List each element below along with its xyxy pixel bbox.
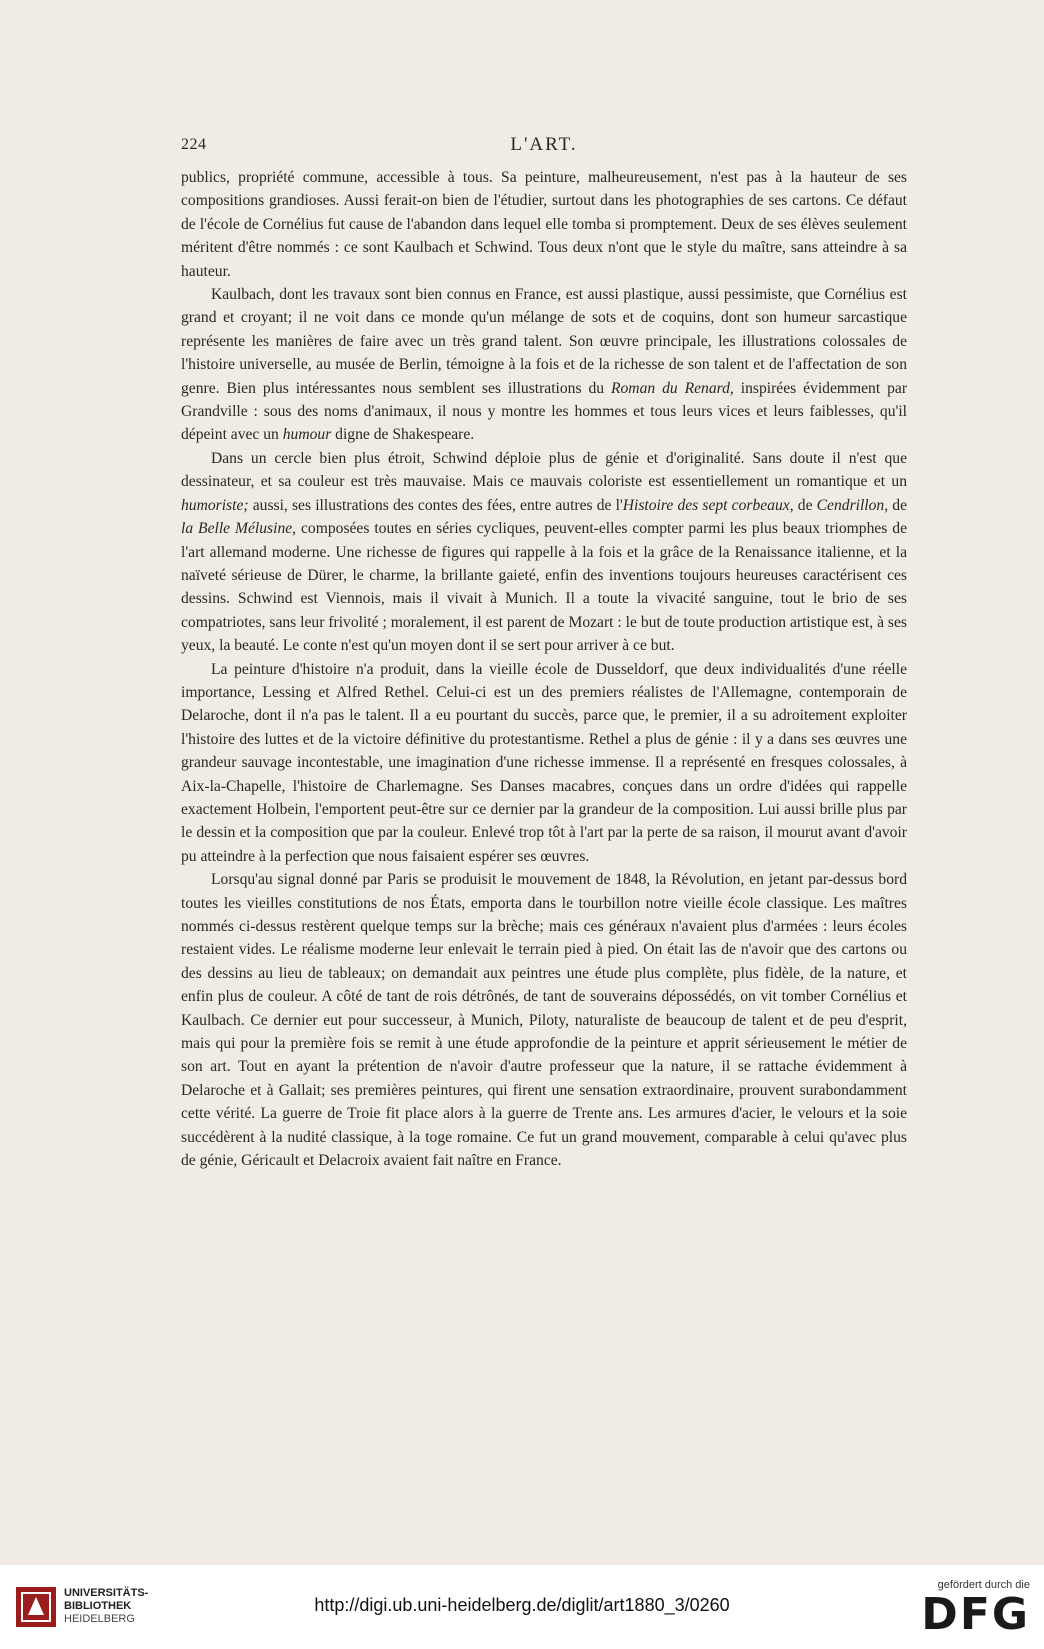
document-url-link[interactable]: http://digi.ub.uni-heidelberg.de/diglit/art1880_3/0260 xyxy=(314,1595,730,1615)
italic-title: Roman du Renard, xyxy=(610,379,734,397)
paragraph xyxy=(181,283,907,447)
library-name-line: BIBLIOTHEK xyxy=(64,1600,132,1612)
text-run: Dans un cercle bien plus étroit, Schwind déploie plus de génie et d'originalité. Sans doute il n'est que dessinateur, et sa couleur est très mauvaise. Mais ce mauvais coloriste est essentiellement un romantique et un xyxy=(181,449,907,491)
running-title: L'ART. xyxy=(510,134,578,155)
sponsor-credit: gefördert durch die xyxy=(937,1579,1030,1591)
italic-title: humoriste; xyxy=(181,496,249,514)
sponsor-block xyxy=(906,1579,1030,1639)
dfg-logo: DFG xyxy=(921,1589,1030,1640)
page-header xyxy=(181,134,907,158)
italic-title: humour xyxy=(282,426,332,444)
italic-title: Histoire des sept corbeaux, xyxy=(622,496,794,514)
text-run: Kaulbach, dont les travaux sont bien connus en France, est aussi plastique, aussi pessimiste, que Cornélius est grand et croyant; il ne voit dans ce monde qu'un mélange de sots et de coquins, dont son humeur sarcastique représente les manières de faire avec un très grand talent. Son œuvre principale, les illustrations colossales de l'histoire universelle, au musée de Berlin, témoigne à la fois et de la richesse de son talent et de l'affectation de son genre. Bien plus intéressantes nous semblent ses illustrations du xyxy=(181,286,907,397)
text-run: digne de Shakespeare. xyxy=(331,426,475,444)
text-run: publics, propriété commune, accessible à tous. Sa peinture, malheureusement, n'est pas à la hauteur de ses compositions grandioses. Aussi ferait-on bien de l'étudier, surtout dans les photographies de ses cartons. Ce défaut de l'école de Cornélius fut cause de l'abandon dans lequel elle tomba si promptement. Deux de ses élèves seulement méritent d'être nommés : ce sont Kaulbach et Schwind. Tous deux n'ont que le style du maître, sans atteindre à sa hauteur. xyxy=(181,169,907,280)
footer-bar xyxy=(0,1565,1044,1649)
italic-title: la Belle Mélusine, xyxy=(181,520,297,538)
paragraph xyxy=(181,658,907,869)
text-run: de xyxy=(793,496,817,514)
italic-title: Cendrillon, xyxy=(816,496,889,514)
paragraph xyxy=(181,868,907,1172)
text-run: composées toutes en séries cycliques, peuvent-elles compter parmi les plus beaux triomphes de l'art allemand moderne. Une richesse de figures qui rappelle à la fois et la grâce de la Renaissance italienne, et la naïveté sérieuse de Dürer, le charme, la brillante gaieté, enfin des inventions toujours heureuses caractérisent ces dessins. Schwind est Viennois, mais il vivait à Munich. Il a toute la vivacité sanguine, tout le brio de ses compatriotes, sans leur frivolité ; moralement, il est parent de Mozart : le but de toute production artistique est, à ses yeux, la beauté. Le conte n'est qu'un moyen dont il se sert pour arriver à ce but. xyxy=(181,520,907,655)
page-number: 224 xyxy=(181,136,207,153)
paragraph xyxy=(181,166,907,283)
text-run: de xyxy=(888,496,908,514)
article-body xyxy=(181,166,907,1172)
library-name-line: HEIDELBERG xyxy=(64,1613,135,1625)
text-run: La peinture d'histoire n'a produit, dans la vieille école de Dusseldorf, que deux individualités d'une réelle importance, Lessing et Alfred Rethel. Celui-ci est un des premiers réalistes de l'Allemagne, contemporain de Delaroche, dont il n'a pas le talent. Il a eu pourtant du succès, parce que, le premier, il a su adroitement exploiter l'histoire des luttes et de la victoire définitive du protestantisme. Rethel a plus de génie : il y a dans ses œuvres une grandeur sauvage incontestable, une imagination d'une richesse immense. Il a représenté en fresques colossales, à Aix-la-Chapelle, l'histoire de Charlemagne. Ses Danses macabres, conçues dans un ordre d'idées qui rappelle exactement Holbein, l'emportent peut-être sur ce dernier par la grandeur de la composition. Lui aussi brille plus par le dessin et la composition que par la couleur. Enlevé trop tôt à l'art par la perte de sa raison, il mourut avant d'avoir pu atteindre à la perfection que nous faisaient espérer ses œuvres. xyxy=(181,660,907,865)
text-run: inspirées évidemment par Grandville : sous des noms d'animaux, il nous y montre les hommes et tous leurs vices et leurs faiblesses, qu'il dépeint avec un xyxy=(181,379,908,444)
library-name-line: UNIVERSITÄTS- xyxy=(64,1587,149,1599)
text-run: aussi, ses illustrations des contes des fées, entre autres de l' xyxy=(248,496,623,514)
text-run: Lorsqu'au signal donné par Paris se produisit le mouvement de 1848, la Révolution, en jetant par-dessus bord toutes les vieilles constitutions de nos États, emporta dans le tourbillon notre vieille école classique. Les maîtres nommés ci-dessus restèrent quelque temps sur la brèche; mais ces généraux n'avaient plus d'armées : leurs écoles restaient vides. Le réalisme moderne leur enlevait le terrain pied à pied. On était las de n'avoir que des cartons ou des dessins au lieu de tableaux; on demandait aux peintres une étude plus complète, plus fidèle, de la nature, et enfin plus de couleur. A côté de tant de rois détrônés, de tant de souverains dépossédés, on vit tomber Cornélius et Kaulbach. Ce dernier eut pour successeur, à Munich, Piloty, naturaliste de beaucoup de talent et de peu d'esprit, mais qui pour la première fois se remit à une étude approfondie de la peinture et apprit sérieusement le métier de son art. Tout en ayant la prétention de n'avoir d'autre professeur que la nature, il se rattache évidemment à Delaroche et à Gallait; ses premières peintures, qui firent une sensation extraordinaire, prouvent surabondamment cette vérité. La guerre de Troie fit place alors à la guerre de Trente ans. Les armures d'acier, le velours et la soie succédèrent à la nudité classique, à la toge romaine. Ce fut un grand mouvement, comparable à celui qu'avec plus de génie, Géricault et Delacroix avaient fait naître en France. xyxy=(181,871,907,1170)
paragraph xyxy=(181,447,907,658)
